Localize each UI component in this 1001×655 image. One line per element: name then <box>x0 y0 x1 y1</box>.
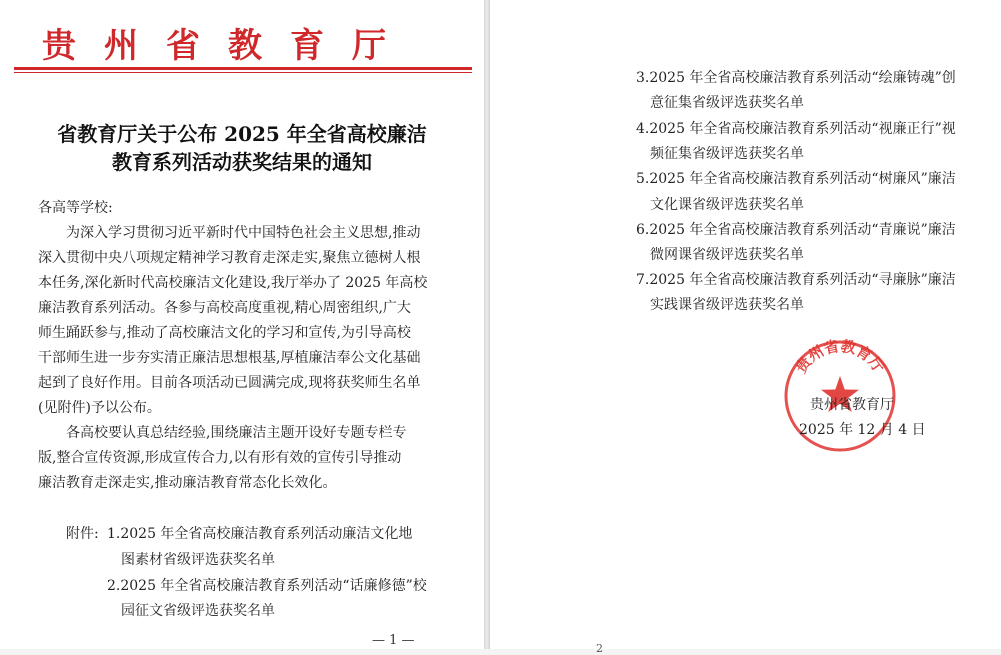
notice-title-line-1: 省教育厅关于公布 2025 年全省高校廉洁 <box>57 122 427 146</box>
attachment-item-cont: 频征集省级评选获奖名单 <box>650 146 804 162</box>
agency-letterhead: 贵州省教育厅 <box>42 26 414 66</box>
attachment-item: 3.2025 年全省高校廉洁教育系列活动“绘廉铸魂”创 <box>636 70 956 86</box>
document-page-right <box>490 0 1001 655</box>
body-line: 起到了良好作用。目前各项活动已圆满完成,现将获奖师生名单 <box>38 375 421 391</box>
attachment-item: 1.2025 年全省高校廉洁教育系列活动廉洁文化地 <box>107 526 413 542</box>
letterhead-rule-thick <box>14 67 472 70</box>
document-page-left <box>0 0 484 649</box>
body-line: 廉洁教育系列活动。各参与高校高度重视,精心周密组织,广大 <box>38 300 411 316</box>
seal-text: 贵州省教育厅 <box>791 337 889 377</box>
body-line: 版,整合宣传资源,形成宣传合力,以有形有效的宣传引导推动 <box>38 450 402 466</box>
attachment-item: 7.2025 年全省高校廉洁教育系列活动“寻廉脉”廉洁 <box>636 272 956 288</box>
attachment-item: 4.2025 年全省高校廉洁教育系列活动“视廉正行”视 <box>636 121 956 137</box>
body-line: 干部师生进一步夯实清正廉洁思想根基,厚植廉洁奉公文化基础 <box>38 350 421 366</box>
attachment-item: 5.2025 年全省高校廉洁教育系列活动“树廉风”廉洁 <box>636 171 956 187</box>
attachment-item-cont: 图素材省级评选获奖名单 <box>121 552 275 568</box>
attachment-item-cont: 文化课省级评选获奖名单 <box>650 197 804 213</box>
attachment-item-cont: 意征集省级评选获奖名单 <box>650 95 804 111</box>
notice-title-line-2: 教育系列活动获奖结果的通知 <box>112 150 372 174</box>
body-line: 本任务,深化新时代高校廉洁文化建设,我厅举办了 2025 年高校 <box>38 275 428 291</box>
body-line: 各高校要认真总结经验,围绕廉洁主题开设好专题专栏专 <box>66 425 407 441</box>
attachment-item-cont: 实践课省级评选获奖名单 <box>650 297 804 313</box>
attachment-item: 2.2025 年全省高校廉洁教育系列活动“话廉修德”校 <box>107 578 427 594</box>
body-line: 廉洁教育走深走实,推动廉洁教育常态化长效化。 <box>38 475 337 491</box>
body-line: 深入贯彻中央八项规定精神学习教育走深走实,聚焦立德树人根 <box>38 250 421 266</box>
attachment-item-cont: 微网课省级评选获奖名单 <box>650 247 804 263</box>
letterhead-rule-thin <box>14 72 472 73</box>
body-line: (见附件)予以公布。 <box>38 400 161 416</box>
body-line: 师生踊跃参与,推动了高校廉洁文化的学习和宣传,为引导高校 <box>38 325 411 341</box>
signature-date: 2025 年 12 月 4 日 <box>799 422 926 438</box>
signature-agency: 贵州省教育厅 <box>810 397 894 413</box>
attachments-label: 附件: <box>66 526 99 542</box>
salutation: 各高等学校: <box>38 200 113 216</box>
body-line: 为深入学习贯彻习近平新时代中国特色社会主义思想,推动 <box>66 225 421 241</box>
attachment-item: 6.2025 年全省高校廉洁教育系列活动“青廉说”廉洁 <box>636 222 956 238</box>
page-number: — 1 — <box>372 633 415 648</box>
page-number-partial: 2 <box>596 642 603 655</box>
attachment-item-cont: 园征文省级评选获奖名单 <box>121 603 275 619</box>
